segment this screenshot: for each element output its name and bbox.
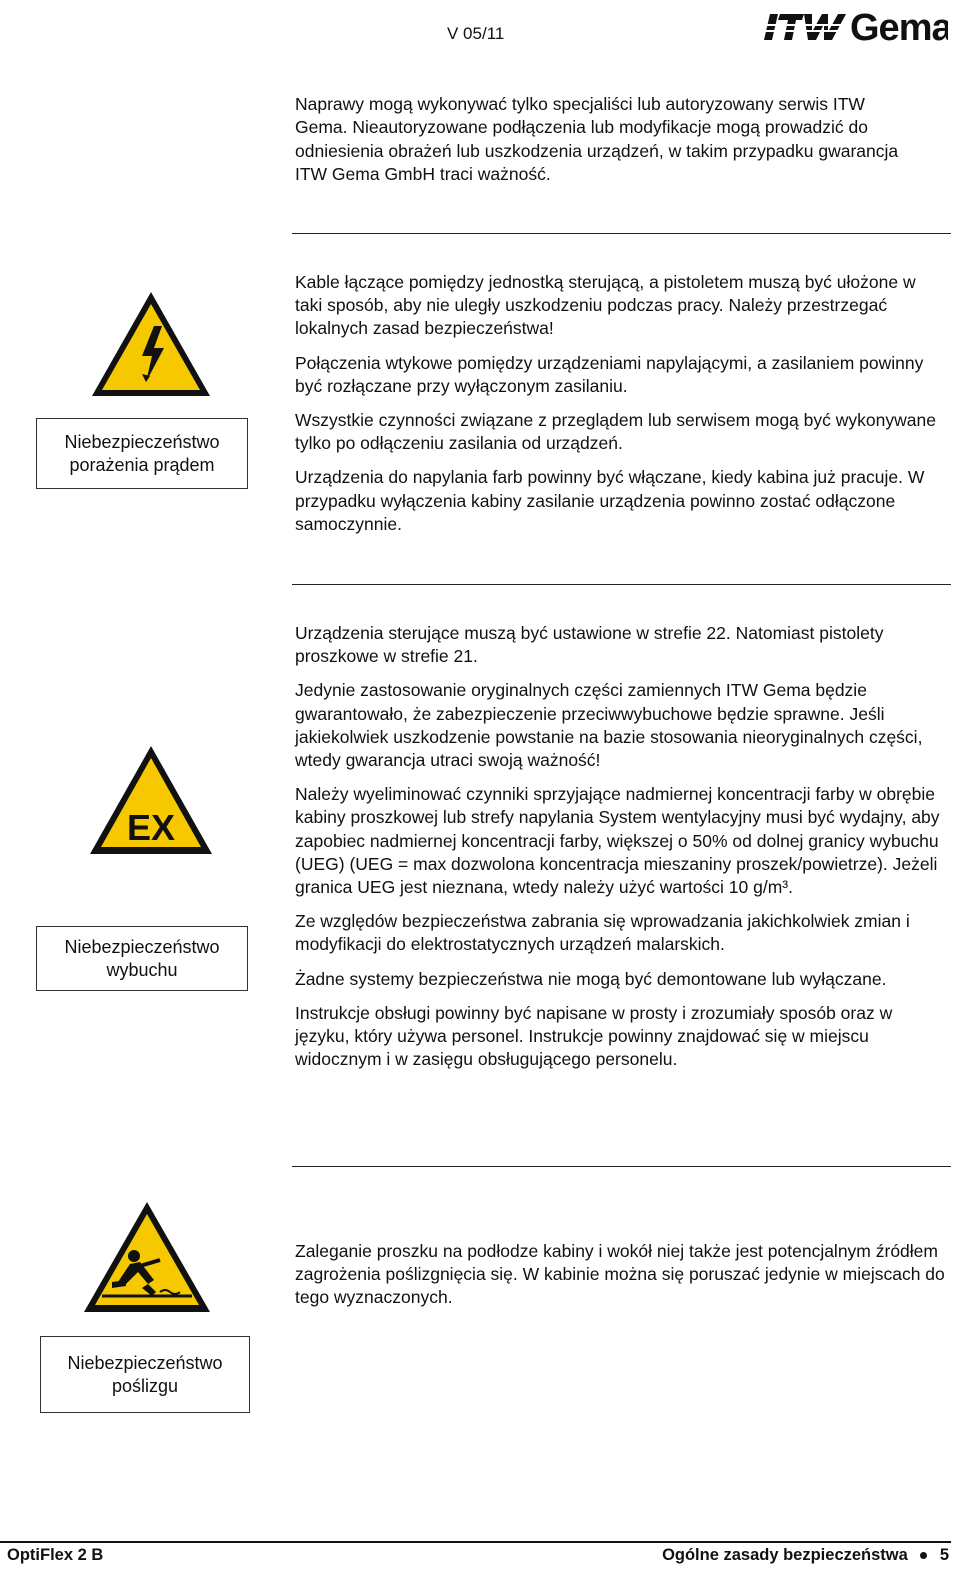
paragraph: Wszystkie czynności związane z przeglądem lub serwisem mogą być wykonywane tylko po odłączeniu zasilania od urządzeń.: [295, 410, 936, 454]
electric-shock-warning-icon: [88, 288, 214, 400]
footer-chapter: [662, 1546, 949, 1565]
section-divider: [292, 233, 951, 234]
paragraph: Jedynie zastosowanie oryginalnych części zamiennych ITW Gema będzie gwarantowało, że zabezpieczenie przeciwwybuchowe będzie sprawne. Jeśli jakiekolwiek uszkodzenie powstanie na bazie stosowania nieoryginalnych części, wtedy gwarancja utraci swoją ważność!: [295, 680, 923, 771]
footer-chapter-title: Ogólne zasady bezpieczeństwa: [662, 1546, 908, 1564]
paragraph: Należy wyeliminować czynniki sprzyjające nadmiernej koncentracji farby w obrębie kabiny proszkowej lub strefy napylania System wentylacyjny musi być wydajny, aby zapobiec nadmiernej koncentracji farby, większej o 50% od dolnej granicy wybuchu (UEG) (UEG = max dozwolona koncentracja mieszaniny proszek/powietrze). Jeżeli granica UEG jest nieznana, wtedy należy użyć wartości 10 g/m³.: [295, 784, 940, 898]
hazard-label-line1: Niebezpieczeństwo: [67, 1352, 223, 1373]
svg-text:Gema: Gema: [850, 7, 948, 46]
hazard-label-line1: Niebezpieczeństwo: [64, 431, 220, 452]
section-divider: [292, 584, 951, 585]
paragraph: Urządzenia sterujące muszą być ustawione w strefie 22. Natomiast pistolety proszkowe w strefie 21.: [295, 623, 884, 667]
footer-product-name: OptiFlex 2 B: [7, 1546, 104, 1564]
paragraph: Połączenia wtykowe pomiędzy urządzeniami napylającymi, a zasilaniem powinny być rozłączane przy wyłączonym zasilaniu.: [295, 352, 924, 396]
paragraph: Urządzenia do napylania farb powinny być włączane, kiedy kabina już pracuje. W przypadku wyłączenia kabiny zasilanie urządzenia powinno zostać odłączone samoczynnie.: [295, 467, 925, 534]
hazard-label-line2: wybuchu: [106, 959, 178, 980]
hazard-label-line2: porażenia prądem: [69, 454, 215, 475]
section-text-electric: [295, 271, 945, 547]
paragraph: Instrukcje obsługi powinny być napisane w prosty i zrozumiały sposób oraz w języku, który używa personel. Instrukcje powinny znajdować się w miejscu widocznym i w zasięgu obsługującego personelu.: [295, 1002, 893, 1070]
hazard-label-electric: [36, 418, 248, 489]
bullet-icon: [920, 1552, 927, 1559]
paragraph: Ze względów bezpieczeństwa zabrania się wprowadzania jakichkolwiek zmian i modyfikacji do elektrostatycznych urządzeń malarskich.: [295, 911, 910, 955]
hazard-label-line1: Niebezpieczeństwo: [64, 936, 220, 957]
document-version: V 05/11: [447, 24, 505, 43]
paragraph: Zaleganie proszku na podłodze kabiny i wokół niej także jest potencjalnym źródłem zagrożenia poślizgnięcia się. W kabinie można się poruszać jedynie w miejscach do tego wyznaczonych.: [295, 1241, 945, 1308]
explosion-warning-icon: [88, 744, 214, 858]
footer-divider: [0, 1541, 951, 1543]
paragraph: Kable łączące pomiędzy jednostką sterującą, a pistoletem muszą być ułożone w taki sposób, aby nie uległy uszkodzeniu podczas pracy. Należy przestrzegać lokalnych zasad bezpieczeństwa!: [295, 272, 916, 339]
ex-icon-text: EX: [126, 807, 176, 848]
slip-hazard-warning-icon: [82, 1200, 212, 1316]
hazard-label-line2: poślizgu: [111, 1375, 179, 1396]
section-divider: [292, 1166, 951, 1167]
hazard-label-slip: [40, 1336, 250, 1413]
intro-paragraph: Naprawy mogą wykonywać tylko specjaliści lub autoryzowany serwis ITW Gema. Nieautoryzowane podłączenia lub modyfikacje mogą prowadzić do odniesienia obrażeń lub uszkodzenia urządzeń, w takim przypadku gwarancja ITW Gema GmbH traci ważność.: [295, 94, 899, 184]
section-text-explosion: [295, 622, 945, 1082]
page-number: 5: [939, 1546, 949, 1564]
hazard-label-explosion: [36, 926, 248, 991]
paragraph: Żadne systemy bezpieczeństwa nie mogą być demontowane lub wyłączane.: [295, 968, 887, 989]
section-text-slip: [295, 1240, 945, 1321]
itw-gema-logo: [762, 2, 948, 46]
